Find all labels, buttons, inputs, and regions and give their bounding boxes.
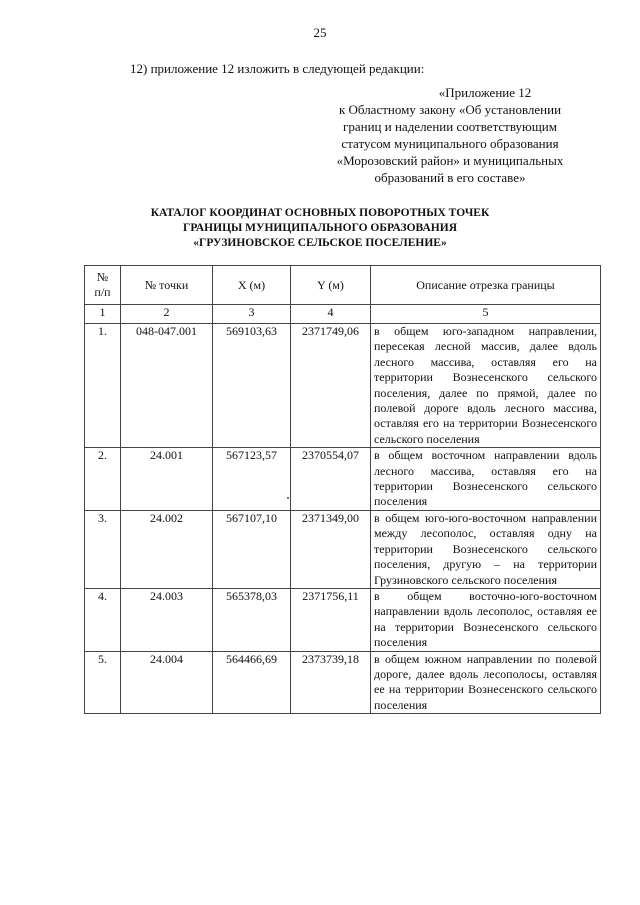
point-id: 24.002 bbox=[121, 510, 213, 588]
table-row bbox=[85, 448, 601, 511]
header-x: X (м) bbox=[213, 266, 291, 305]
row-number: 5. bbox=[85, 651, 121, 714]
row-number: 2. bbox=[85, 448, 121, 511]
header-number-line: п/п bbox=[94, 285, 111, 299]
point-id: 24.004 bbox=[121, 651, 213, 714]
header-point: № точки bbox=[121, 266, 213, 305]
x-coordinate: 567107,10 bbox=[213, 510, 291, 588]
point-id: 24.001 bbox=[121, 448, 213, 511]
segment-description: в общем восточно-юго-восточном направлении вдоль лесополос, оставляя ее на территории Вознесенского сельского поселения bbox=[371, 588, 601, 651]
page-number: 25 bbox=[313, 25, 327, 40]
column-number: 3 bbox=[213, 305, 291, 324]
intro-text: 12) приложение 12 изложить в следующей редакции: bbox=[130, 61, 425, 76]
point-id: 24.003 bbox=[121, 588, 213, 651]
y-coordinate: 2371749,06 bbox=[291, 324, 371, 448]
point-id: 048-047.001 bbox=[121, 324, 213, 448]
y-coordinate: 2373739,18 bbox=[291, 651, 371, 714]
column-number: 2 bbox=[121, 305, 213, 324]
y-coordinate: 2371756,11 bbox=[291, 588, 371, 651]
table-row bbox=[85, 651, 601, 714]
row-number: 1. bbox=[85, 324, 121, 448]
table-row bbox=[85, 510, 601, 588]
x-coordinate: 564466,69 bbox=[213, 651, 291, 714]
y-coordinate: 2370554,07 bbox=[291, 448, 371, 511]
x-coordinate: 565378,03 bbox=[213, 588, 291, 651]
coordinates-table bbox=[84, 265, 601, 714]
segment-description: в общем восточном направлении вдоль лесного массива, оставляя его на территории Вознесенского сельского поселения bbox=[371, 448, 601, 511]
scan-dot bbox=[287, 497, 289, 499]
catalog-title-line: КАТАЛОГ КООРДИНАТ ОСНОВНЫХ ПОВОРОТНЫХ ТОЧЕК bbox=[150, 207, 490, 219]
table-row bbox=[85, 324, 601, 448]
header-number bbox=[85, 266, 121, 305]
column-number-row bbox=[85, 305, 601, 324]
appendix-line: статусом муниципального образования bbox=[341, 136, 559, 151]
segment-description: в общем южном направлении по полевой дороге, далее вдоль лесополосы, оставляя ее на территории Вознесенского сельского поселения bbox=[371, 651, 601, 714]
appendix-line: к Областному закону «Об установлении bbox=[338, 102, 562, 117]
x-coordinate: 567123,57 bbox=[213, 448, 291, 511]
catalog-title-line: «ГРУЗИНОВСКОЕ СЕЛЬСКОЕ ПОСЕЛЕНИЕ» bbox=[193, 237, 447, 249]
appendix-title: «Приложение 12 bbox=[438, 85, 532, 100]
row-number: 4. bbox=[85, 588, 121, 651]
header-description: Описание отрезка границы bbox=[371, 266, 601, 305]
table-row bbox=[85, 588, 601, 651]
x-coordinate: 569103,63 bbox=[213, 324, 291, 448]
header-number-line: № bbox=[96, 270, 109, 284]
appendix-line: границ и наделении соответствующим bbox=[343, 119, 557, 134]
segment-description: в общем юго-западном направлении, пересекая лесной массив, далее вдоль лесного массива, оставляя его на территории Вознесенского сельского поселения, далее по прямой, далее по полевой дороге вдоль лесного массива, оставляя его на территории Вознесенского сельского поселения bbox=[371, 324, 601, 448]
column-number: 4 bbox=[291, 305, 371, 324]
catalog-title bbox=[60, 206, 580, 251]
appendix-line: «Морозовский район» и муниципальных bbox=[336, 153, 564, 168]
y-coordinate: 2371349,00 bbox=[291, 510, 371, 588]
row-number: 3. bbox=[85, 510, 121, 588]
table-header-row bbox=[85, 266, 601, 305]
header-y: Y (м) bbox=[291, 266, 371, 305]
segment-description: в общем юго-юго-восточном направлении между лесополос, оставляя одну на территории Вознесенского сельского поселения, другую – на территории Грузиновского сельского поселения bbox=[371, 510, 601, 588]
appendix-line: образований в его составе» bbox=[374, 170, 526, 185]
column-number: 1 bbox=[85, 305, 121, 324]
column-number: 5 bbox=[371, 305, 601, 324]
catalog-title-line: ГРАНИЦЫ МУНИЦИПАЛЬНОГО ОБРАЗОВАНИЯ bbox=[183, 222, 457, 234]
appendix-reference bbox=[300, 84, 600, 186]
